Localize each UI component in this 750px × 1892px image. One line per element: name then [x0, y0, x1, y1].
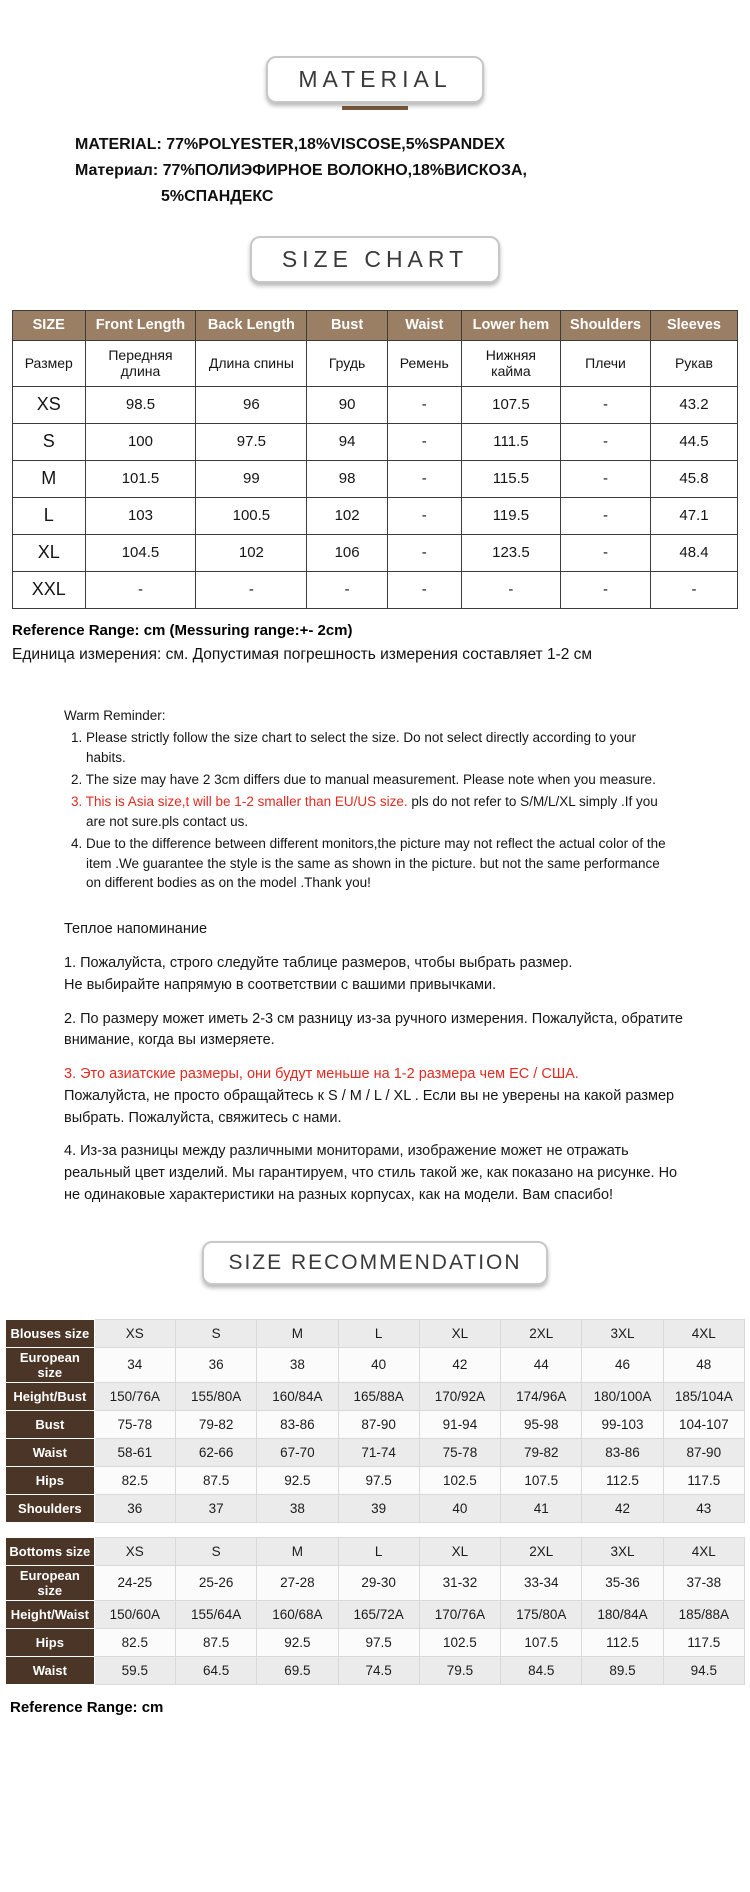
reminder-item — [64, 953, 686, 997]
size-chart-value-cell: 48.4 — [650, 534, 737, 571]
recommendation-row-label: Waist — [6, 1656, 95, 1684]
recommendation-value-cell: 75-78 — [94, 1410, 175, 1438]
material-line-ru: Материал: 77%ПОЛИЭФИРНОЕ ВОЛОКНО,18%ВИСКОЗА, — [75, 161, 527, 179]
recommendation-value-cell: 107.5 — [501, 1466, 582, 1494]
size-chart-value-cell: 101.5 — [85, 460, 196, 497]
size-chart-value-cell: 99 — [196, 460, 307, 497]
recommendation-row — [6, 1628, 745, 1656]
recommendation-value-cell: XL — [419, 1319, 500, 1347]
size-chart-column-header-ru: Плечи — [561, 340, 651, 386]
size-recommendation-title: SIZE RECOMMENDATION — [228, 1250, 522, 1274]
size-chart-value-cell: 94 — [307, 423, 387, 460]
size-chart-column-header: Shoulders — [561, 310, 651, 340]
size-chart-column-header: Bust — [307, 310, 387, 340]
recommendation-value-cell: 117.5 — [663, 1466, 744, 1494]
size-chart-value-cell: - — [561, 571, 651, 608]
size-chart-value-cell: 102 — [307, 497, 387, 534]
size-chart-value-cell: - — [461, 571, 560, 608]
recommendation-value-cell: 97.5 — [338, 1628, 419, 1656]
size-chart-value-cell: - — [307, 571, 387, 608]
recommendation-value-cell: 40 — [338, 1347, 419, 1382]
size-chart-value-cell: 115.5 — [461, 460, 560, 497]
recommendation-row — [6, 1656, 745, 1684]
recommendation-value-cell: 2XL — [501, 1319, 582, 1347]
recommendation-value-cell: 42 — [419, 1347, 500, 1382]
recommendation-row-label: Height/Bust — [6, 1382, 95, 1410]
size-chart-value-cell: 107.5 — [461, 386, 560, 423]
recommendation-value-cell: 37-38 — [663, 1565, 744, 1600]
recommendation-value-cell: 150/60A — [94, 1600, 175, 1628]
size-chart-value-cell: - — [387, 423, 461, 460]
size-chart-value-cell: - — [196, 571, 307, 608]
recommendation-row-label: Hips — [6, 1466, 95, 1494]
recommendation-value-cell: 165/72A — [338, 1600, 419, 1628]
size-chart-value-cell: - — [561, 386, 651, 423]
recommendation-value-cell: 94.5 — [663, 1656, 744, 1684]
recommendation-row-label: Shoulders — [6, 1494, 95, 1522]
recommendation-row — [6, 1319, 745, 1347]
recommendation-row-label: Blouses size — [6, 1319, 95, 1347]
reminder-text: Пожалуйста, не просто обращайтесь к S / M / L / XL . Если вы не уверены на какой размер выбрать. Пожалуйста, свяжитесь с нами. — [64, 1087, 675, 1126]
recommendation-value-cell: S — [175, 1537, 256, 1565]
recommendation-value-cell: 180/100A — [582, 1382, 663, 1410]
size-chart-value-cell: - — [561, 497, 651, 534]
size-chart-column-header: Front Length — [85, 310, 196, 340]
size-chart-size-cell: M — [13, 460, 86, 497]
recommendation-value-cell: 160/84A — [257, 1382, 338, 1410]
material-title-badge — [266, 56, 483, 103]
recommendation-value-cell: 42 — [582, 1494, 663, 1522]
recommendation-value-cell: 185/88A — [663, 1600, 744, 1628]
recommendation-value-cell: XS — [94, 1537, 175, 1565]
recommendation-row-label: Waist — [6, 1438, 95, 1466]
material-title: MATERIAL — [298, 66, 452, 92]
size-chart-reference-ru: Единица измерения: см. Допустимая погрешность измерения составляет 1-2 см — [12, 645, 593, 663]
recommendation-row — [6, 1494, 745, 1522]
blouses-size-table — [5, 1319, 745, 1523]
reminder-item — [64, 1064, 686, 1129]
size-chart-header-row-en — [13, 310, 738, 340]
size-chart-column-header-ru: Грудь — [307, 340, 387, 386]
size-chart-badge-wrap — [0, 236, 750, 283]
reminder-item — [64, 770, 676, 790]
reminder-text: 2. По размеру может иметь 2-3 см разницу из-за ручного измерения. Пожалуйста, обратите внимание, когда вы измеряете. — [64, 1010, 683, 1049]
recommendation-value-cell: XL — [419, 1537, 500, 1565]
recommendation-value-cell: L — [338, 1319, 419, 1347]
size-chart-value-cell: - — [387, 497, 461, 534]
size-chart-value-cell: 104.5 — [85, 534, 196, 571]
recommendation-value-cell: 92.5 — [257, 1628, 338, 1656]
size-chart-row — [13, 386, 738, 423]
recommendation-value-cell: 97.5 — [338, 1466, 419, 1494]
recommendation-value-cell: 95-98 — [501, 1410, 582, 1438]
recommendation-row-label: Hips — [6, 1628, 95, 1656]
size-chart-column-header: Back Length — [196, 310, 307, 340]
size-chart-value-cell: 100 — [85, 423, 196, 460]
size-chart-value-cell: - — [561, 534, 651, 571]
recommendation-value-cell: 59.5 — [94, 1656, 175, 1684]
material-section — [0, 56, 750, 210]
recommendation-value-cell: 64.5 — [175, 1656, 256, 1684]
recommendation-value-cell: 170/92A — [419, 1382, 500, 1410]
warm-reminder-ru-title: Теплое напоминание — [64, 921, 208, 938]
material-badge-wrap — [0, 56, 750, 110]
material-title-underline — [342, 106, 408, 110]
recommendation-value-cell: 82.5 — [94, 1466, 175, 1494]
recommendation-value-cell: 46 — [582, 1347, 663, 1382]
recommendation-value-cell: 84.5 — [501, 1656, 582, 1684]
recommendation-value-cell: M — [257, 1319, 338, 1347]
size-chart-value-cell: - — [387, 534, 461, 571]
recommendation-value-cell: 71-74 — [338, 1438, 419, 1466]
size-chart-value-cell: 106 — [307, 534, 387, 571]
recommendation-value-cell: 175/80A — [501, 1600, 582, 1628]
recommendation-value-cell: 160/68A — [257, 1600, 338, 1628]
recommendation-row-label: European size — [6, 1565, 95, 1600]
size-chart-reference-en: Reference Range: cm (Messuring range:+- 2cm) — [12, 621, 353, 639]
size-chart-size-cell: XXL — [13, 571, 86, 608]
size-chart-row — [13, 497, 738, 534]
size-chart-value-cell: - — [387, 571, 461, 608]
recommendation-value-cell: 79-82 — [175, 1410, 256, 1438]
recommendation-value-cell: 62-66 — [175, 1438, 256, 1466]
reminder-item — [64, 728, 676, 768]
size-chart-column-header-ru: Передняя длина — [85, 340, 196, 386]
recommendation-value-cell: 67-70 — [257, 1438, 338, 1466]
warm-reminder-en-title: Warm Reminder: — [64, 707, 166, 723]
recommendation-value-cell: 174/96A — [501, 1382, 582, 1410]
reminder-warning-text: 3. This is Asia size,t will be 1-2 smaller than EU/US size. — [71, 793, 408, 809]
recommendation-row — [6, 1410, 745, 1438]
recommendation-value-cell: 91-94 — [419, 1410, 500, 1438]
size-chart-value-cell: 123.5 — [461, 534, 560, 571]
size-chart-header-row-ru — [13, 340, 738, 386]
size-chart-column-header-ru: Рукав — [650, 340, 737, 386]
recommendation-value-cell: 43 — [663, 1494, 744, 1522]
size-chart-row — [13, 460, 738, 497]
recommendation-value-cell: 4XL — [663, 1319, 744, 1347]
size-chart-row — [13, 423, 738, 460]
recommendation-row — [6, 1438, 745, 1466]
size-chart-row — [13, 571, 738, 608]
size-chart-column-header-ru: Ремень — [387, 340, 461, 386]
reminder-text: pls do not refer to S/M/L/XL simply .If you are not sure.pls contact us. — [86, 793, 658, 829]
recommendation-value-cell: 87-90 — [338, 1410, 419, 1438]
size-chart-title: SIZE CHART — [281, 245, 469, 272]
size-chart-column-header: Sleeves — [650, 310, 737, 340]
recommendation-value-cell: 180/84A — [582, 1600, 663, 1628]
size-chart-size-cell: S — [13, 423, 86, 460]
material-line-en: MATERIAL: 77%POLYESTER,18%VISCOSE,5%SPANDEX — [75, 136, 506, 153]
reminder-text: Не выбирайте напрямую в соответствии с вашими привычками. — [64, 976, 497, 993]
size-chart-value-cell: - — [85, 571, 196, 608]
recommendation-row-label: European size — [6, 1347, 95, 1382]
recommendation-value-cell: 58-61 — [94, 1438, 175, 1466]
size-chart-column-header-ru: Нижняя кайма — [461, 340, 560, 386]
recommendation-value-cell: 69.5 — [257, 1656, 338, 1684]
recommendation-value-cell: 155/64A — [175, 1600, 256, 1628]
reminder-warning-text: 3. Это азиатские размеры, они будут меньше на 1-2 размера чем ЕС / США. — [64, 1066, 579, 1083]
size-chart-value-cell: 97.5 — [196, 423, 307, 460]
recommendation-value-cell: 38 — [257, 1347, 338, 1382]
recommendation-value-cell: 25-26 — [175, 1565, 256, 1600]
recommendation-value-cell: 92.5 — [257, 1466, 338, 1494]
recommendation-value-cell: 87-90 — [663, 1438, 744, 1466]
warm-reminder-en — [64, 706, 676, 894]
reminder-text: 2. The size may have 2 3cm differs due to manual measurement. Please note when you measure. — [71, 771, 656, 787]
recommendation-value-cell: 4XL — [663, 1537, 744, 1565]
recommendation-value-cell: 33-34 — [501, 1565, 582, 1600]
recommendation-row — [6, 1382, 745, 1410]
size-chart-value-cell: 45.8 — [650, 460, 737, 497]
recommendation-value-cell: 44 — [501, 1347, 582, 1382]
recommendation-value-cell: 79.5 — [419, 1656, 500, 1684]
size-chart-value-cell: 43.2 — [650, 386, 737, 423]
recommendation-row — [6, 1347, 745, 1382]
size-chart-value-cell: 111.5 — [461, 423, 560, 460]
reminder-item — [64, 834, 676, 894]
recommendation-value-cell: 38 — [257, 1494, 338, 1522]
recommendation-value-cell: 40 — [419, 1494, 500, 1522]
size-chart-value-cell: - — [387, 386, 461, 423]
recommendation-value-cell: 87.5 — [175, 1466, 256, 1494]
size-chart-value-cell: - — [561, 460, 651, 497]
size-chart-value-cell: 98 — [307, 460, 387, 497]
reminder-text: 4. Из-за разницы между различными мониторами, изображение может не отражать реальный цвет изделий. Мы гарантируем, что стиль такой же, как показано на рисунке. Но не одинаковые характеристики на разных корпусах, как на модели. Вам спасибо! — [64, 1143, 678, 1203]
recommendation-value-cell: 35-36 — [582, 1565, 663, 1600]
material-line-ru-2: 5%СПАНДЕКС — [161, 187, 274, 205]
recommendation-row-label: Bust — [6, 1410, 95, 1438]
recommendation-row-label: Height/Waist — [6, 1600, 95, 1628]
recommendation-row — [6, 1537, 745, 1565]
size-chart-column-header-ru: Размер — [13, 340, 86, 386]
size-chart-value-cell: - — [561, 423, 651, 460]
recommendation-value-cell: 74.5 — [338, 1656, 419, 1684]
size-chart-value-cell: 47.1 — [650, 497, 737, 534]
warm-reminder-ru-items — [64, 953, 686, 1207]
reminder-text: 1. Пожалуйста, строго следуйте таблице размеров, чтобы выбрать размер. — [64, 955, 573, 972]
recommendation-value-cell: 104-107 — [663, 1410, 744, 1438]
recommendation-value-cell: L — [338, 1537, 419, 1565]
recommendation-value-cell: 87.5 — [175, 1628, 256, 1656]
size-recommendation-badge-wrap — [0, 1241, 750, 1285]
recommendation-value-cell: 185/104A — [663, 1382, 744, 1410]
size-chart-value-cell: 100.5 — [196, 497, 307, 534]
recommendation-value-cell: 41 — [501, 1494, 582, 1522]
recommendation-row-label: Bottoms size — [6, 1537, 95, 1565]
recommendation-value-cell: 107.5 — [501, 1628, 582, 1656]
warm-reminder-ru — [64, 919, 686, 1206]
size-chart-value-cell: 96 — [196, 386, 307, 423]
recommendation-value-cell: 102.5 — [419, 1628, 500, 1656]
recommendation-value-cell: 34 — [94, 1347, 175, 1382]
recommendation-value-cell: S — [175, 1319, 256, 1347]
size-chart-column-header: SIZE — [13, 310, 86, 340]
recommendation-value-cell: 170/76A — [419, 1600, 500, 1628]
recommendation-value-cell: 112.5 — [582, 1466, 663, 1494]
recommendation-value-cell: 155/80A — [175, 1382, 256, 1410]
reminder-item — [64, 1009, 686, 1053]
recommendation-value-cell: 3XL — [582, 1319, 663, 1347]
reminder-item — [64, 792, 676, 832]
recommendation-row — [6, 1565, 745, 1600]
recommendation-value-cell: 117.5 — [663, 1628, 744, 1656]
size-chart-table — [12, 310, 738, 609]
size-chart-size-cell: XL — [13, 534, 86, 571]
reminder-item — [64, 1141, 686, 1206]
recommendation-value-cell: 3XL — [582, 1537, 663, 1565]
recommendation-value-cell: 36 — [175, 1347, 256, 1382]
recommendation-value-cell: 2XL — [501, 1537, 582, 1565]
recommendation-value-cell: 31-32 — [419, 1565, 500, 1600]
size-chart-column-header: Waist — [387, 310, 461, 340]
bottoms-size-table — [5, 1537, 745, 1685]
size-chart-title-badge — [250, 236, 500, 283]
size-chart-value-cell: - — [650, 571, 737, 608]
size-chart-value-cell: 119.5 — [461, 497, 560, 534]
material-composition — [75, 132, 675, 210]
recommendation-value-cell: 36 — [94, 1494, 175, 1522]
size-chart-value-cell: 102 — [196, 534, 307, 571]
recommendation-value-cell: 99-103 — [582, 1410, 663, 1438]
reminder-text: 1. Please strictly follow the size chart to select the size. Do not select directly according to your habits. — [71, 729, 637, 765]
recommendation-value-cell: 39 — [338, 1494, 419, 1522]
size-chart-row — [13, 534, 738, 571]
recommendation-row — [6, 1466, 745, 1494]
recommendation-value-cell: 89.5 — [582, 1656, 663, 1684]
recommendation-value-cell: 165/88A — [338, 1382, 419, 1410]
size-chart-column-header-ru: Длина спины — [196, 340, 307, 386]
recommendation-value-cell: 83-86 — [257, 1410, 338, 1438]
recommendation-value-cell: 83-86 — [582, 1438, 663, 1466]
recommendation-value-cell: 37 — [175, 1494, 256, 1522]
size-chart-size-cell: L — [13, 497, 86, 534]
reminder-text: 4. Due to the difference between different monitors,the picture may not reflect the actual color of the item .We guarantee the style is the same as shown in the picture. but not the same performance on different bodies as on the model .Thank you! — [71, 835, 666, 891]
size-chart-value-cell: - — [387, 460, 461, 497]
recommendation-value-cell: 82.5 — [94, 1628, 175, 1656]
recommendation-value-cell: 29-30 — [338, 1565, 419, 1600]
recommendation-value-cell: 102.5 — [419, 1466, 500, 1494]
size-recommendation-title-badge — [202, 1241, 547, 1285]
size-chart-value-cell: 103 — [85, 497, 196, 534]
recommendation-value-cell: 79-82 — [501, 1438, 582, 1466]
recommendation-row — [6, 1600, 745, 1628]
recommendation-value-cell: 24-25 — [94, 1565, 175, 1600]
recommendation-value-cell: 75-78 — [419, 1438, 500, 1466]
recommendation-value-cell: M — [257, 1537, 338, 1565]
recommendation-value-cell: 48 — [663, 1347, 744, 1382]
size-recommendation-section — [0, 1241, 750, 1756]
size-chart-size-cell: XS — [13, 386, 86, 423]
size-chart-value-cell: 90 — [307, 386, 387, 423]
size-chart-value-cell: 44.5 — [650, 423, 737, 460]
recommendation-value-cell: XS — [94, 1319, 175, 1347]
footer-reference: Reference Range: cm — [10, 1698, 164, 1716]
warm-reminder-en-items — [64, 728, 676, 894]
recommendation-value-cell: 112.5 — [582, 1628, 663, 1656]
size-chart-section — [0, 236, 750, 664]
recommendation-value-cell: 27-28 — [257, 1565, 338, 1600]
recommendation-value-cell: 150/76A — [94, 1382, 175, 1410]
size-chart-value-cell: 98.5 — [85, 386, 196, 423]
size-chart-column-header: Lower hem — [461, 310, 560, 340]
